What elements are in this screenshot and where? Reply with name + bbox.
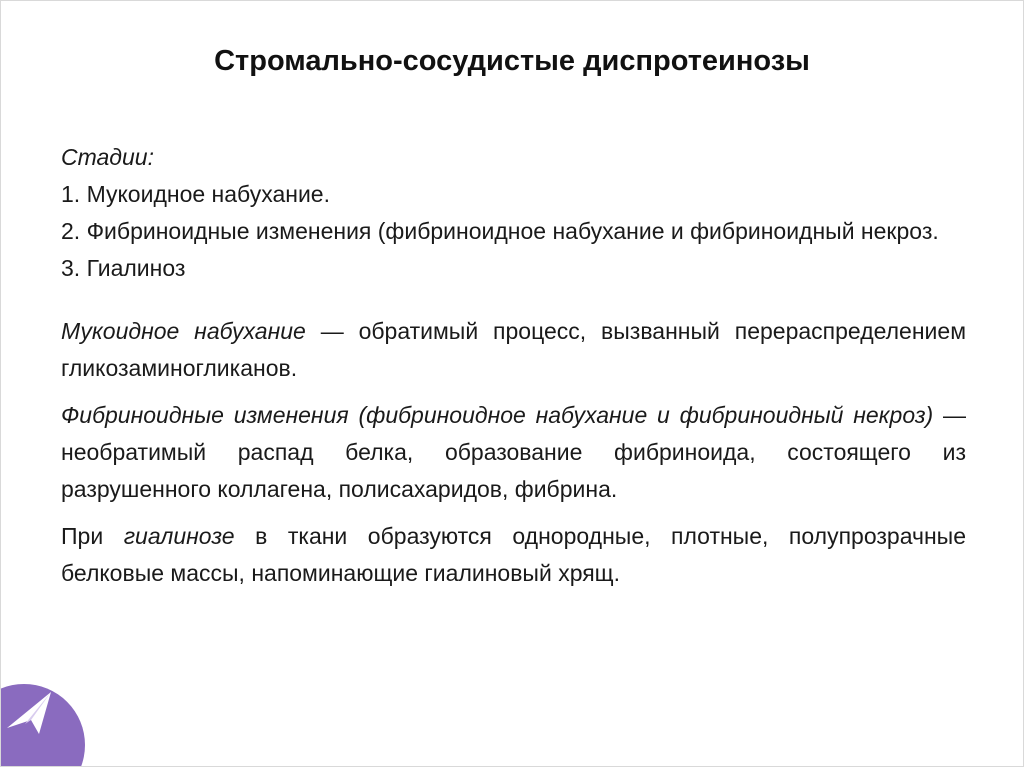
- hyalinosis-text: в ткани образуются однородные, плотные, полупрозрачные белковые массы, напоминающие гиалиновый хрящ.: [61, 523, 966, 586]
- stage-item: 2. Фибриноидные изменения (фибриноидное набухание и фибриноидный некроз.: [61, 218, 939, 244]
- stage-item: 3. Гиалиноз: [61, 255, 186, 281]
- slide-content: [61, 139, 966, 592]
- mucoid-term: Мукоидное набухание: [61, 318, 306, 344]
- mucoid-paragraph: [61, 313, 966, 387]
- fibrinoid-text: — необратимый распад белка, образование фибриноида, состоящего из разрушенного коллагена, полисахаридов, фибрина.: [61, 402, 966, 502]
- stage-item: 1. Мукоидное набухание.: [61, 181, 330, 207]
- presentation-logo: [0, 684, 85, 767]
- slide-title: Стромально-сосудистые диспротеинозы: [214, 45, 810, 77]
- hyalinosis-paragraph: [61, 518, 966, 592]
- paper-plane-icon: [1, 684, 61, 744]
- fibrinoid-term: Фибриноидные изменения (фибриноидное набухание и фибриноидный некроз): [61, 402, 934, 428]
- fibrinoid-paragraph: [61, 397, 966, 508]
- stages-heading: Стадии:: [61, 144, 154, 170]
- hyalinosis-term: гиалинозе: [123, 523, 235, 549]
- hyalinosis-prefix: При: [61, 523, 124, 549]
- mucoid-text: — обратимый процесс, вызванный перераспределением гликозаминогликанов.: [61, 318, 967, 381]
